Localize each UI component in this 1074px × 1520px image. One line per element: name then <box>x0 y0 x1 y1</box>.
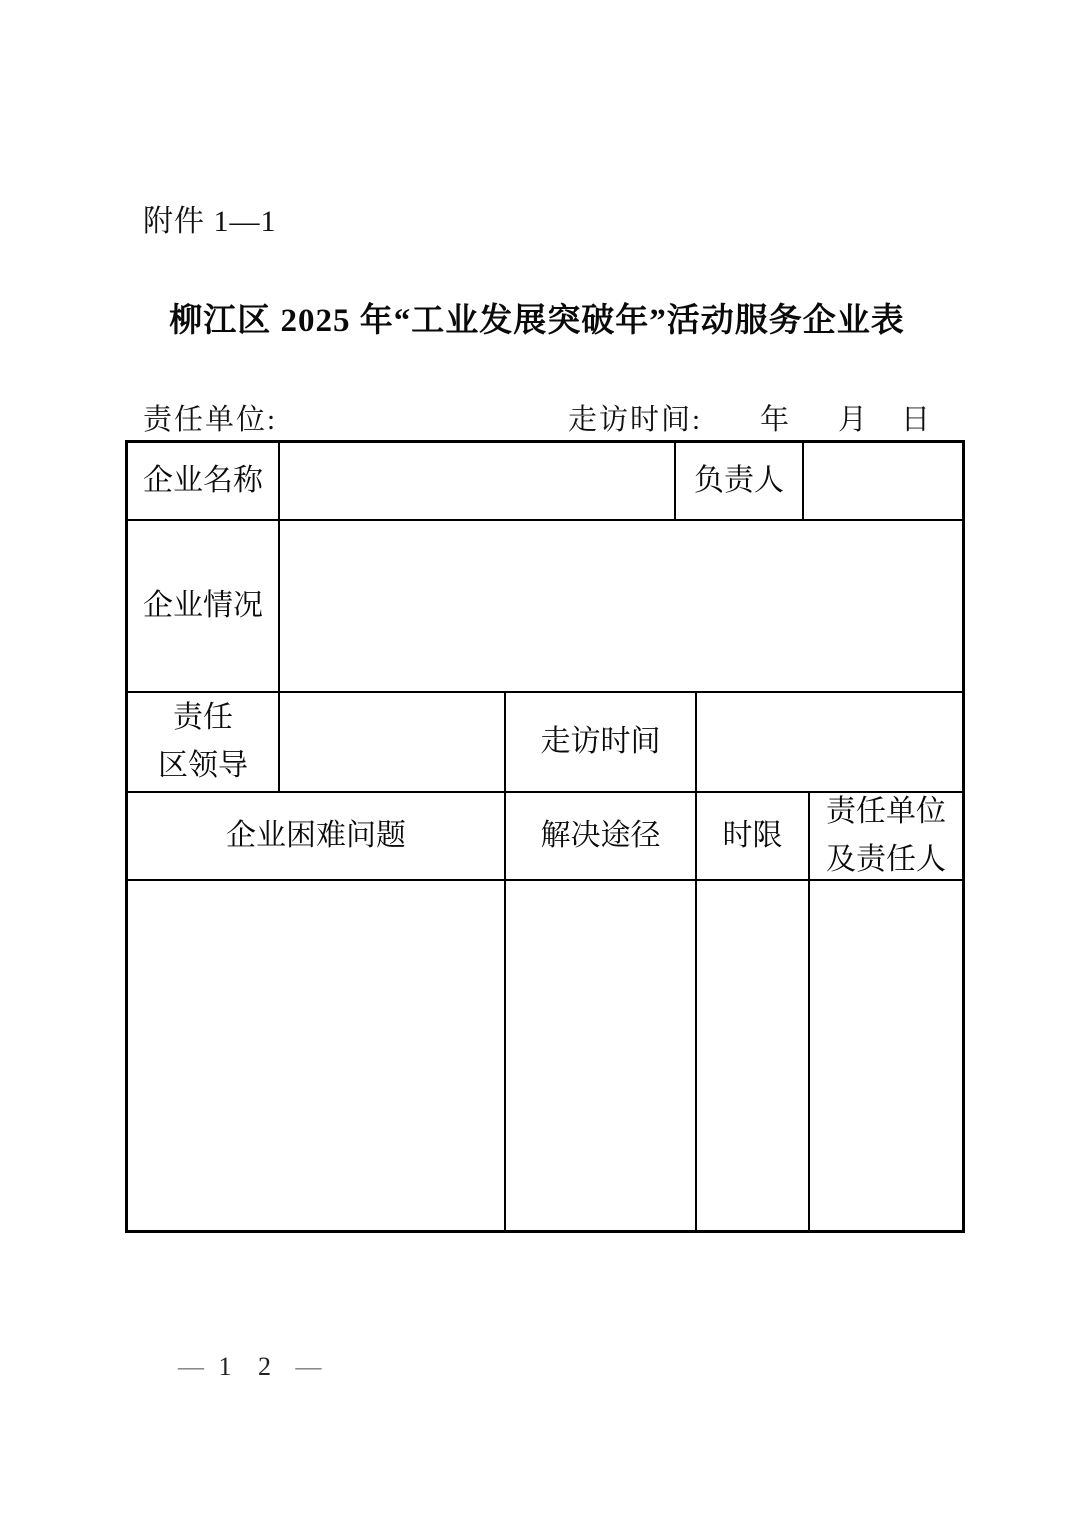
page-number: 1 2 <box>218 1352 281 1381</box>
difficulties-value-cell <box>128 881 506 1230</box>
company-situation-value-cell <box>280 521 962 691</box>
year-label: 年 <box>760 404 790 436</box>
person-in-charge-label-cell: 负责人 <box>676 443 804 519</box>
person-in-charge-value-cell <box>804 443 962 519</box>
responsible-leader-label-line2: 区领导 <box>158 749 248 782</box>
table-row-blank-entries <box>128 881 962 1230</box>
responsible-leader-label-cell <box>128 693 280 791</box>
footer-dash-right: — <box>295 1352 322 1381</box>
day-label: 日 <box>901 404 931 436</box>
responsible-leader-value-cell <box>280 693 506 791</box>
difficulties-header-cell: 企业困难问题 <box>128 793 506 879</box>
deadline-header-cell: 时限 <box>697 793 810 879</box>
visit-time-value-cell <box>697 693 962 791</box>
visit-time-label-cell: 走访时间 <box>506 693 697 791</box>
footer-dash-left: — <box>178 1352 204 1381</box>
solution-header-cell: 解决途径 <box>506 793 697 879</box>
page-footer <box>170 1352 330 1382</box>
deadline-value-cell <box>697 881 810 1230</box>
responsible-unit-label: 责任单位: <box>143 404 278 436</box>
attachment-label: 附件 1—1 <box>143 205 277 238</box>
month-label: 月 <box>838 404 868 436</box>
company-name-label-cell: 企业名称 <box>128 443 280 519</box>
visit-time-label: 走访时间: <box>568 404 703 436</box>
responsible-unit-header-cell <box>810 793 962 879</box>
table-row-responsible-leader <box>128 693 962 793</box>
responsible-unit-header-line1: 责任单位 <box>826 795 946 828</box>
page-title: 柳江区 2025 年“工业发展突破年”活动服务企业表 <box>169 303 905 339</box>
table-row-column-headers <box>128 793 962 881</box>
table-row-company-name <box>128 443 962 521</box>
solution-value-cell <box>506 881 697 1230</box>
responsible-unit-value-cell <box>810 881 962 1230</box>
company-situation-label-cell: 企业情况 <box>128 521 280 691</box>
table-row-company-situation <box>128 521 962 693</box>
company-name-value-cell <box>280 443 676 519</box>
responsible-leader-label-line1: 责任 <box>173 701 233 734</box>
responsible-unit-header-line2: 及责任人 <box>826 843 946 876</box>
service-enterprise-form-table <box>125 440 965 1233</box>
info-line <box>0 397 1074 437</box>
